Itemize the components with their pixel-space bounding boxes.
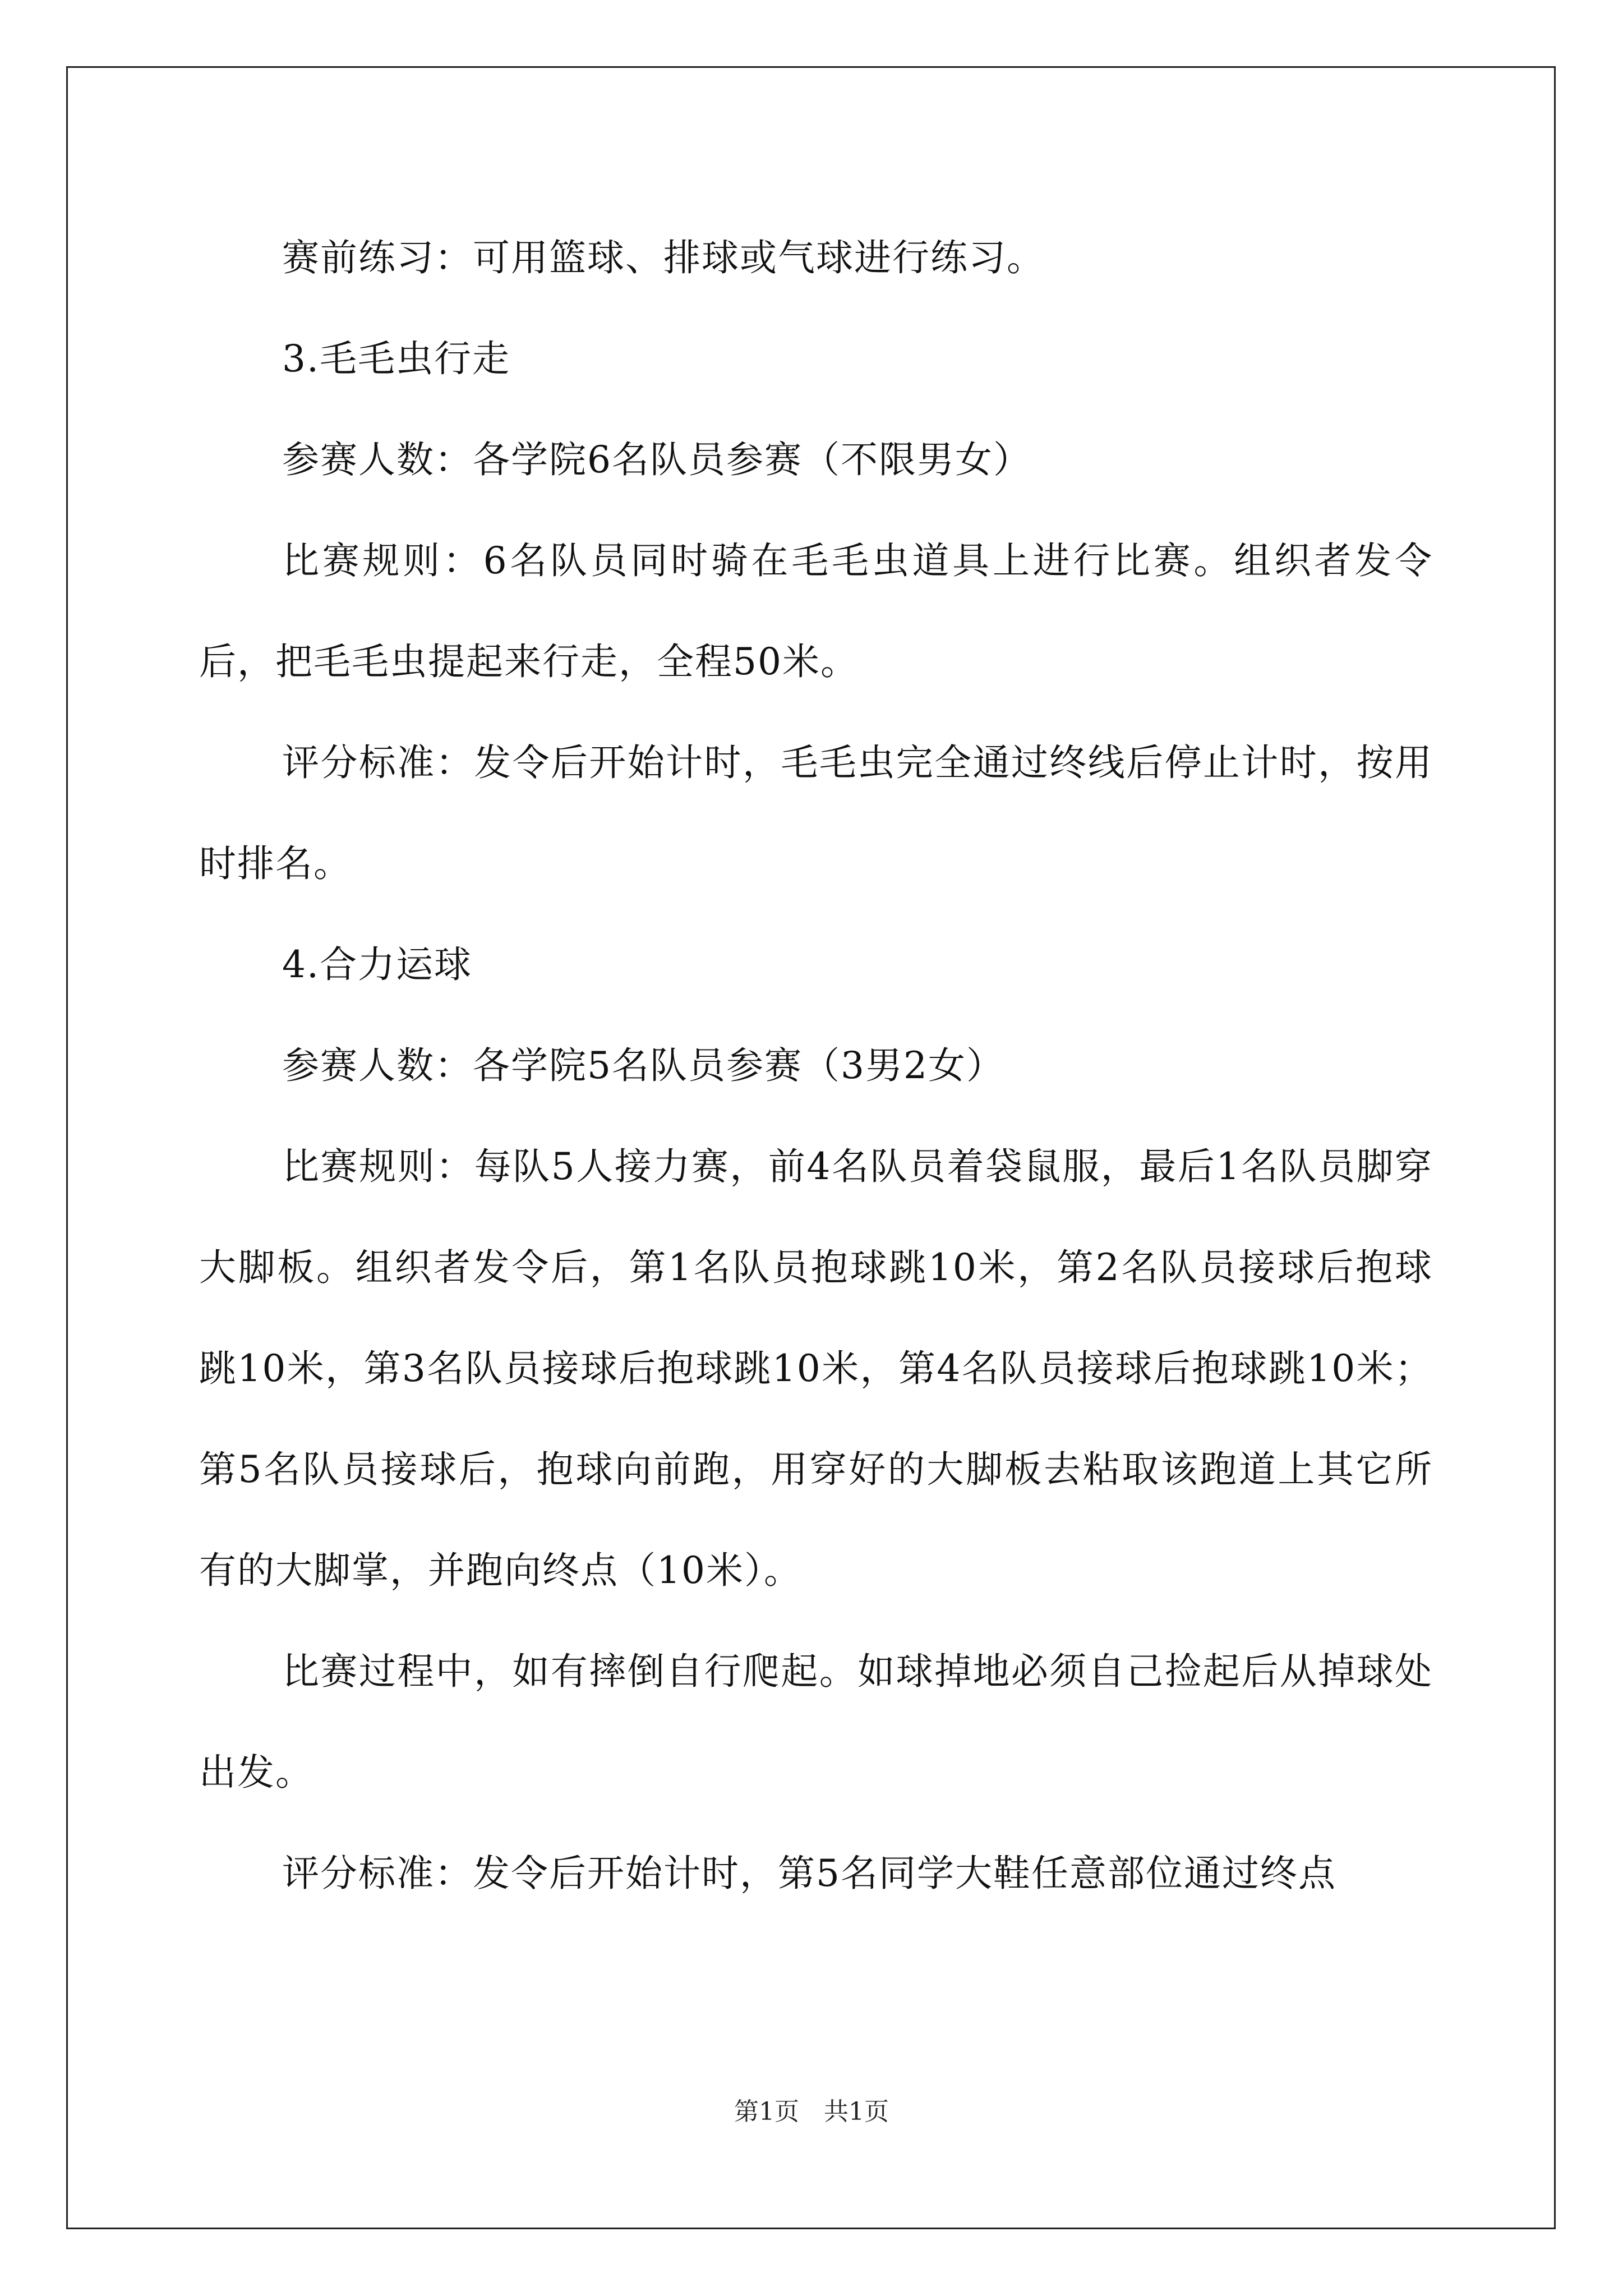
- paragraph-relay-scoring: 评分标准：发令后开始计时，第5名同学大鞋任意部位通过终点: [282, 1852, 1336, 1895]
- paragraph-practice: 赛前练习：可用篮球、排球或气球进行练习。: [282, 236, 1045, 279]
- paragraph-relay-falls: 比赛过程中，如有摔倒自行爬起。如球掉地必须自己捡起后从掉球处出发。: [199, 1650, 1433, 1794]
- paragraph-relay-rules: 比赛规则：每队5人接力赛，前4名队员着袋鼠服，最后1名队员脚穿大脚板。组织者发令后，第1名队员抱球跳10米，第2名队员接球后抱球跳10米，第3名队员接球后抱球跳10米，第4名队员接球后抱球跳10米；第5名队员接球后，抱球向前跑，用穿好的大脚板去粘取该跑道上其它所有的大脚掌，并跑向终点（10米）。: [199, 1145, 1433, 1592]
- heading-ball-relay: 4.合力运球: [282, 943, 472, 986]
- paragraph-caterpillar-rules: 比赛规则：6名队员同时骑在毛毛虫道具上进行比赛。组织者发令后，把毛毛虫提起来行走，全程50米。: [199, 539, 1433, 683]
- heading-caterpillar-walk: 3.毛毛虫行走: [282, 337, 510, 380]
- page-number-footer: 第1页 共1页: [734, 2097, 889, 2126]
- paragraph-caterpillar-participants: 参赛人数：各学院6名队员参赛（不限男女）: [282, 438, 1031, 481]
- paragraph-relay-participants: 参赛人数：各学院5名队员参赛（3男2女）: [282, 1044, 1004, 1087]
- document-body: [199, 208, 1433, 1924]
- paragraph-caterpillar-scoring: 评分标准：发令后开始计时，毛毛虫完全通过终线后停止计时，按用时排名。: [199, 741, 1433, 885]
